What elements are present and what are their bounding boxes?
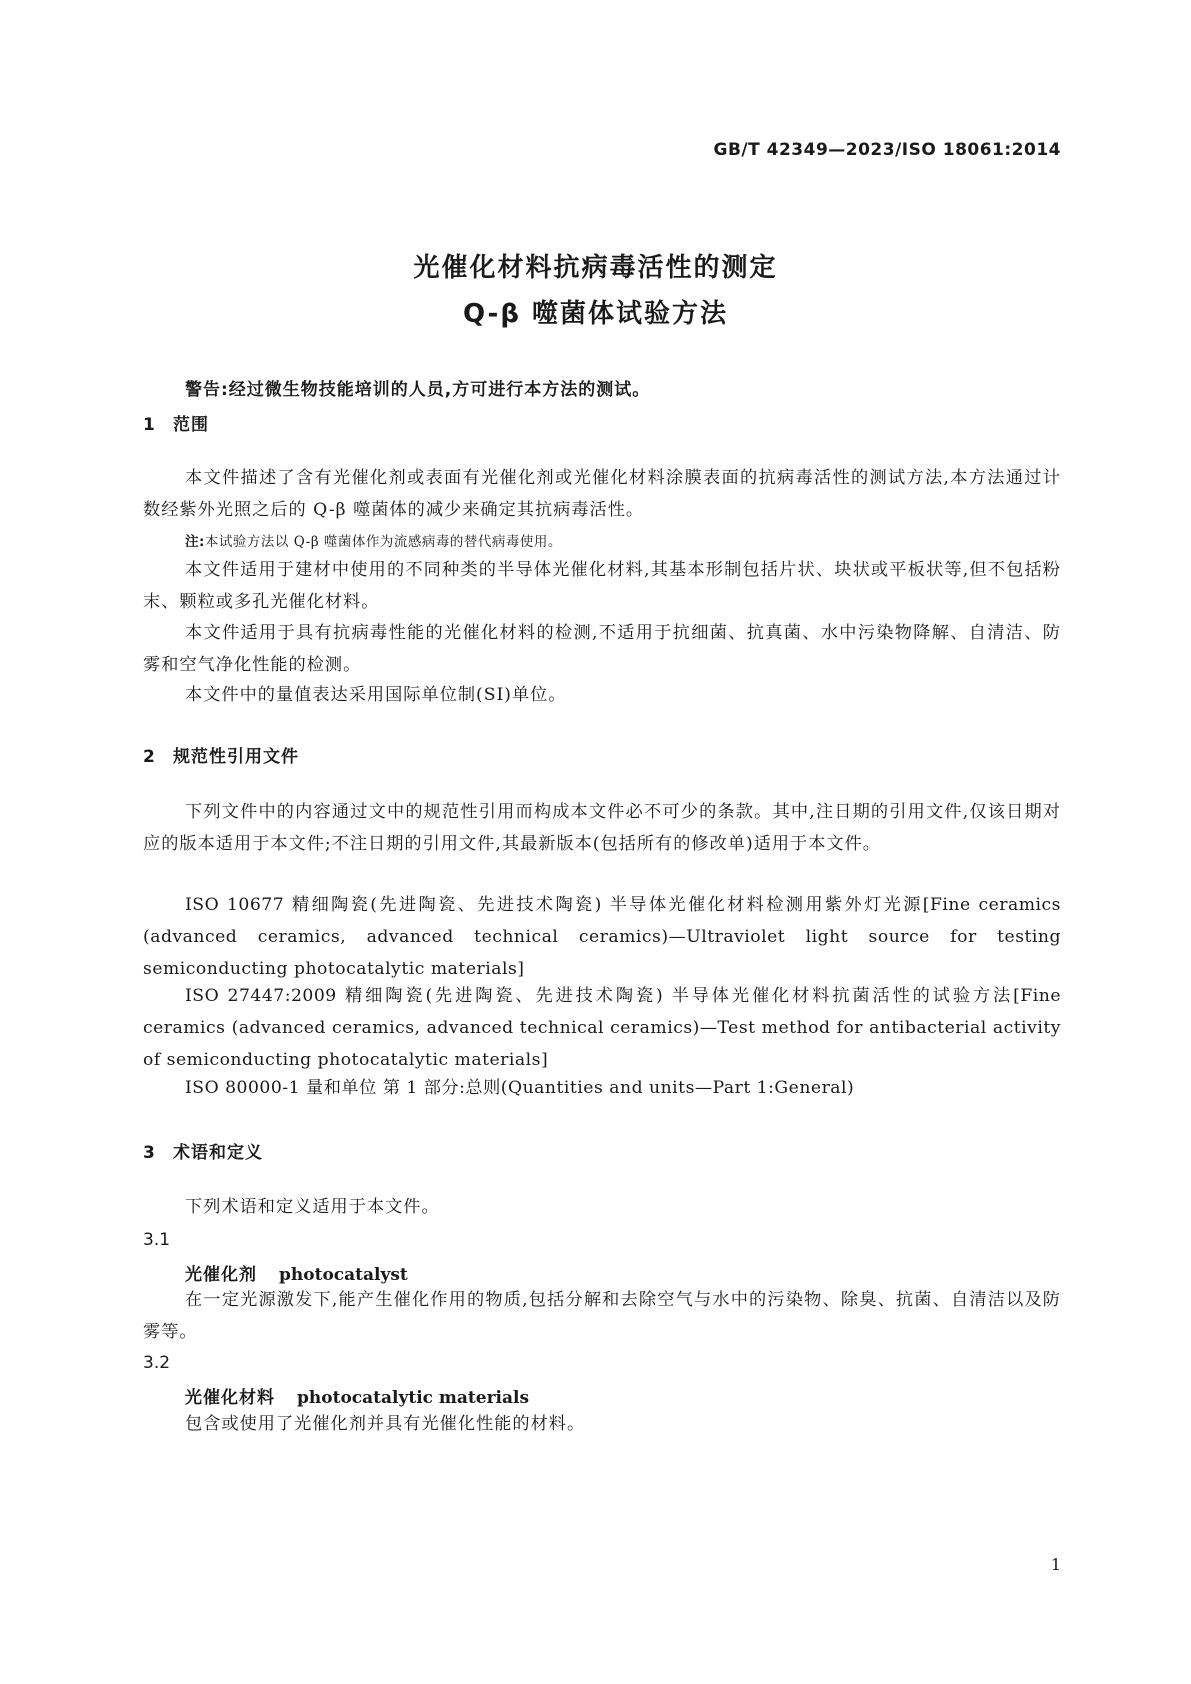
standard-number: GB/T 42349—2023/ISO 18061:2014 bbox=[713, 140, 1061, 160]
reference-iso-10677: ISO 10677 精细陶瓷(先进陶瓷、先进技术陶瓷) 半导体光催化材料检测用紫外灯光源[Fine ceramics (advanced ceramics, advanced technical ceramics)—Ultraviolet light source for testing semiconducting photocatalytic materials] bbox=[143, 895, 1061, 979]
section-1-number: 1 bbox=[143, 415, 156, 435]
reference-iso-27447: ISO 27447:2009 精细陶瓷(先进陶瓷、先进技术陶瓷) 半导体光催化材料抗菌活性的试验方法[Fine ceramics (advanced ceramics, advanced technical ceramics)—Test method for antibacterial activity of semiconducting photocatalytic materials] bbox=[143, 986, 1061, 1070]
normative-intro: 下列文件中的内容通过文中的规范性引用而构成本文件必不可少的条款。其中,注日期的引用文件,仅该日期对应的版本适用于本文件;不注日期的引用文件,其最新版本(包括所有的修改单)适用于本文件。 bbox=[143, 802, 1061, 854]
section-1-title: 范围 bbox=[173, 415, 209, 435]
term-3-2-number: 3.2 bbox=[143, 1353, 171, 1373]
term-3-2-chinese: 光催化材料 bbox=[185, 1388, 275, 1408]
reference-iso-80000-1: ISO 80000-1 量和单位 第 1 部分:总则(Quantities and units—Part 1:General) bbox=[185, 1078, 855, 1098]
term-3-1-chinese: 光催化剂 bbox=[185, 1265, 257, 1285]
section-3-heading bbox=[143, 1138, 263, 1163]
document-title-line2: Q-β 噬菌体试验方法 bbox=[462, 299, 729, 329]
term-3-1-english: photocatalyst bbox=[279, 1265, 408, 1285]
term-3-2-english: photocatalytic materials bbox=[297, 1388, 530, 1408]
scope-paragraph-4: 本文件中的量值表达采用国际单位制(SI)单位。 bbox=[185, 685, 567, 705]
section-2-title: 规范性引用文件 bbox=[173, 747, 299, 767]
term-3-1 bbox=[185, 1260, 408, 1285]
scope-paragraph-3: 本文件适用于具有抗病毒性能的光催化材料的检测,不适用于抗细菌、抗真菌、水中污染物降解、自清洁、防雾和空气净化性能的检测。 bbox=[143, 623, 1061, 675]
warning-text: 警告:经过微生物技能培训的人员,方可进行本方法的测试。 bbox=[185, 380, 651, 400]
note-text: 本试验方法以 Q-β 噬菌体作为流感病毒的替代病毒使用。 bbox=[204, 534, 562, 550]
section-2-number: 2 bbox=[143, 747, 156, 767]
note-label: 注: bbox=[185, 534, 205, 550]
section-2-heading bbox=[143, 742, 299, 767]
term-3-2-definition: 包含或使用了光催化剂并具有光催化性能的材料。 bbox=[185, 1414, 586, 1434]
scope-note bbox=[185, 530, 562, 550]
term-3-1-definition: 在一定光源激发下,能产生催化作用的物质,包括分解和去除空气与水中的污染物、除臭、抗菌、自清洁以及防雾等。 bbox=[143, 1290, 1061, 1342]
section-3-number: 3 bbox=[143, 1143, 156, 1163]
document-title-line1: 光催化材料抗病毒活性的测定 bbox=[413, 253, 778, 283]
term-3-2 bbox=[185, 1383, 529, 1408]
section-1-heading bbox=[143, 410, 209, 435]
scope-paragraph-1: 本文件描述了含有光催化剂或表面有光催化剂或光催化材料涂膜表面的抗病毒活性的测试方法,本方法通过计数经紫外光照之后的 Q-β 噬菌体的减少来确定其抗病毒活性。 bbox=[143, 468, 1061, 520]
scope-paragraph-2: 本文件适用于建材中使用的不同种类的半导体光催化材料,其基本形制包括片状、块状或平板状等,但不包括粉末、颗粒或多孔光催化材料。 bbox=[143, 560, 1061, 612]
term-3-1-number: 3.1 bbox=[143, 1230, 171, 1250]
section-3-title: 术语和定义 bbox=[173, 1143, 263, 1163]
page-number: 1 bbox=[1050, 1555, 1061, 1574]
terms-intro: 下列术语和定义适用于本文件。 bbox=[185, 1197, 440, 1217]
